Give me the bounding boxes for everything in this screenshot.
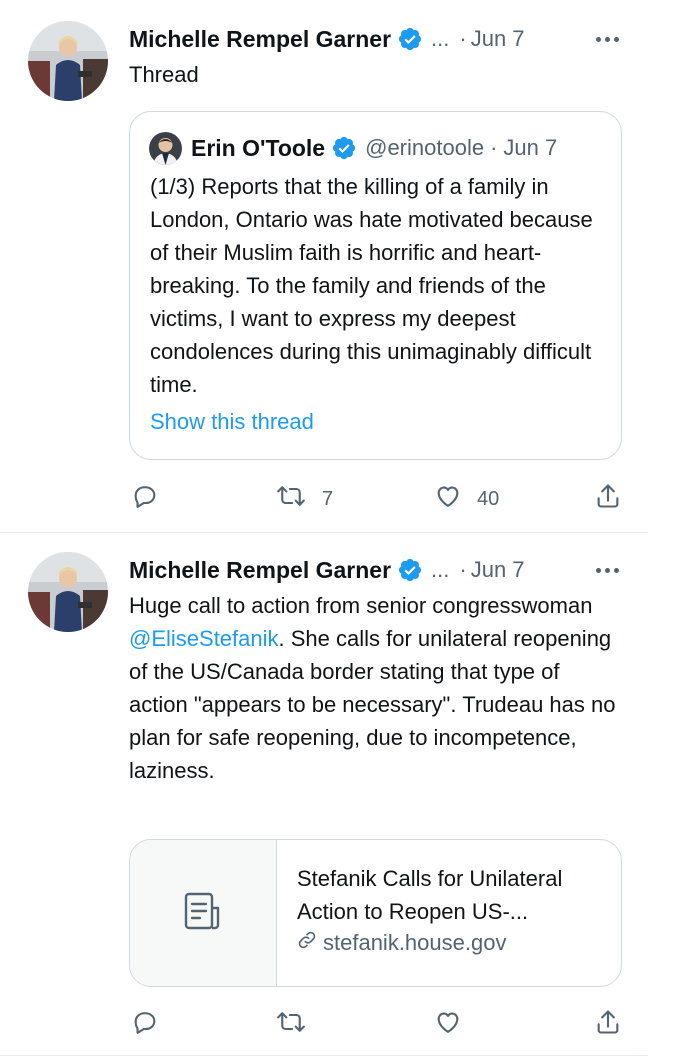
separator-dot: ·	[459, 557, 467, 582]
card-domain	[297, 930, 506, 956]
like-button[interactable]	[433, 1008, 463, 1042]
share-icon	[594, 481, 622, 517]
share-button[interactable]	[594, 1007, 622, 1043]
like-button[interactable]	[433, 482, 499, 516]
tweet-text-start: Huge call to action from senior congresswoman	[129, 593, 593, 618]
share-button[interactable]	[594, 481, 622, 517]
avatar[interactable]	[28, 552, 108, 632]
quoted-tweet[interactable]	[129, 111, 622, 460]
quoted-text: (1/3) Reports that the killing of a family in London, Ontario was hate motivated because of their Muslim faith is horrific and heart-breaking. To the family and friends of the victims, I want to express my deepest condolences during this unimaginably difficult time.	[150, 174, 593, 397]
card-domain-text: stefanik.house.gov	[323, 930, 507, 955]
like-icon	[433, 1008, 463, 1042]
mention-link[interactable]: @EliseStefanik	[129, 626, 279, 651]
reply-button[interactable]	[131, 482, 159, 516]
author-name[interactable]: Michelle Rempel Garner	[129, 25, 392, 52]
quoted-handle[interactable]: @erinotoole	[365, 135, 485, 160]
tweet-text	[129, 589, 619, 787]
tweet[interactable]	[0, 534, 648, 1056]
card-thumbnail	[130, 840, 277, 986]
retweet-icon	[274, 1008, 308, 1042]
like-count: 40	[477, 487, 500, 510]
tweet-header	[129, 24, 525, 54]
link-card[interactable]	[129, 839, 622, 987]
share-icon	[594, 1007, 622, 1043]
retweet-button[interactable]	[274, 482, 333, 516]
quoted-author-name[interactable]: Erin O'Toole	[191, 134, 326, 161]
quoted-header	[191, 131, 557, 165]
like-icon	[433, 482, 463, 516]
tweet-actions	[0, 1006, 648, 1046]
avatar[interactable]	[28, 21, 108, 101]
reply-icon	[131, 1008, 159, 1042]
name-ellipsis: ...	[431, 557, 450, 582]
link-icon	[297, 930, 323, 956]
name-ellipsis: ...	[431, 26, 450, 51]
verified-badge-icon	[331, 135, 357, 161]
author-name[interactable]: Michelle Rempel Garner	[129, 556, 392, 583]
tweet-text-end: . She calls for unilateral reopening of the US/Canada border stating that type of action "appears to be necessary". Trudeau has no plan for safe reopening, due to incompetence, laziness.	[129, 626, 616, 783]
verified-badge-icon	[397, 557, 423, 583]
tweet-text: Thread	[129, 62, 199, 87]
tweet[interactable]	[0, 0, 648, 533]
separator-dot: ·	[490, 135, 498, 160]
quoted-date[interactable]: Jun 7	[503, 135, 558, 160]
reply-icon	[131, 482, 159, 516]
retweet-button[interactable]	[274, 1008, 308, 1042]
quoted-avatar[interactable]	[149, 132, 182, 165]
verified-badge-icon	[397, 26, 423, 52]
tweet-header	[129, 555, 525, 585]
more-icon[interactable]	[596, 568, 619, 573]
tweet-date[interactable]: Jun 7	[470, 26, 525, 51]
tweet-date[interactable]: Jun 7	[470, 557, 525, 582]
show-thread-link[interactable]: Show this thread	[150, 409, 314, 434]
separator-dot: ·	[459, 26, 467, 51]
reply-button[interactable]	[131, 1008, 159, 1042]
retweet-icon	[274, 482, 308, 516]
card-title: Stefanik Calls for Unilateral Action to Reopen US-...	[297, 866, 563, 924]
article-icon	[180, 890, 226, 937]
retweet-count: 7	[322, 487, 334, 510]
tweet-actions	[0, 477, 648, 517]
more-icon[interactable]	[596, 37, 619, 42]
